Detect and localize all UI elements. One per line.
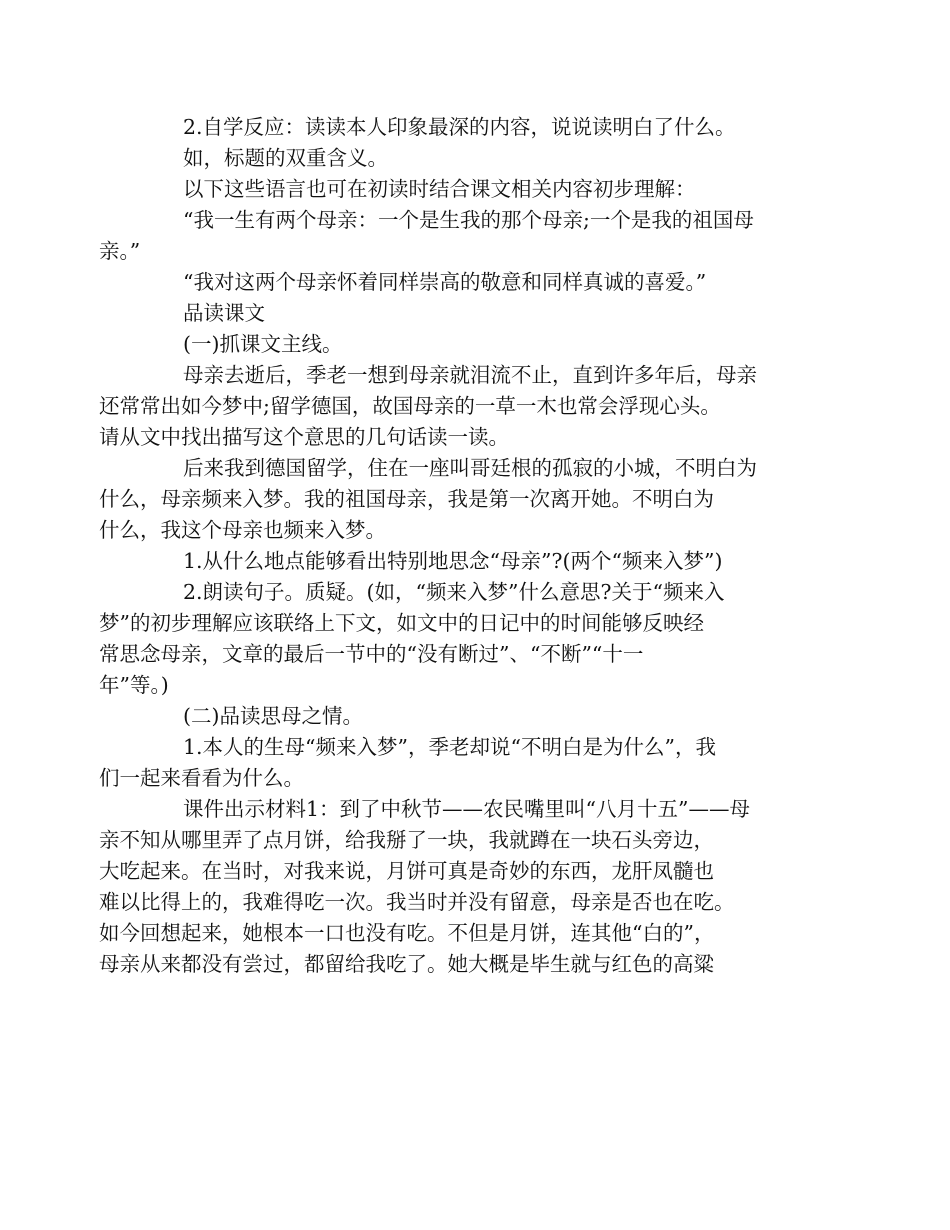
paragraph-line: (一)抓课文主线。 bbox=[183, 332, 343, 356]
paragraph-line: “我对这两个母亲怀着同样崇高的敬意和同样真诚的喜爱。” bbox=[183, 270, 707, 294]
document-paragraph bbox=[99, 577, 811, 701]
paragraph-line: 1.本人的生母“频来入梦”，季老却说“不明白是为什么”，我 bbox=[183, 735, 716, 759]
document-paragraph bbox=[141, 143, 811, 174]
paragraph-line: 1.从什么地点能够看出特别地思念“母亲”?(两个“频来入梦”) bbox=[183, 549, 723, 573]
paragraph-line: 难以比得上的，我难得吃一次。我当时并没有留意，母亲是否也在吃。 bbox=[99, 890, 735, 914]
document-paragraph bbox=[99, 453, 811, 546]
paragraph-line: 请从文中找出描写这个意思的几句话读一读。 bbox=[99, 425, 509, 449]
document-paragraph bbox=[141, 267, 811, 298]
paragraph-line: 2.自学反应：读读本人印象最深的内容，说说读明白了什么。 bbox=[183, 115, 736, 139]
document-paragraph bbox=[99, 360, 811, 453]
paragraph-line: 什么，我这个母亲也频来入梦。 bbox=[99, 518, 386, 542]
paragraph-line: 母亲从来都没有尝过，都留给我吃了。她大概是毕生就与红色的高粱 bbox=[99, 952, 714, 976]
document-paragraph bbox=[99, 732, 811, 794]
paragraph-line: (二)品读思母之情。 bbox=[183, 704, 363, 728]
paragraph-line: 如，标题的双重含义。 bbox=[183, 146, 388, 170]
document-paragraph bbox=[141, 701, 811, 732]
paragraph-line: 亲不知从哪里弄了点月饼，给我掰了一块，我就蹲在一块石头旁边， bbox=[99, 828, 714, 852]
document-paragraph bbox=[99, 794, 811, 980]
paragraph-line: 如今回想起来，她根本一口也没有吃。不但是月饼，连其他“白的”， bbox=[99, 921, 715, 945]
paragraph-line: 课件出示材料1：到了中秋节——农民嘴里叫“八月十五”——母 bbox=[183, 797, 751, 821]
paragraph-line: “我一生有两个母亲：一个是生我的那个母亲;一个是我的祖国母 bbox=[183, 208, 754, 232]
document-body bbox=[99, 112, 811, 980]
document-paragraph bbox=[141, 298, 811, 329]
paragraph-line: 后来我到德国留学，住在一座叫哥廷根的孤寂的小城，不明白为 bbox=[183, 456, 757, 480]
document-paragraph bbox=[141, 112, 811, 143]
paragraph-line: 什么，母亲频来入梦。我的祖国母亲，我是第一次离开她。不明白为 bbox=[99, 487, 714, 511]
paragraph-line: 母亲去逝后，季老一想到母亲就泪流不止，直到许多年后，母亲 bbox=[183, 363, 757, 387]
document-paragraph bbox=[141, 329, 811, 360]
document-paragraph bbox=[141, 174, 811, 205]
paragraph-line: 亲。” bbox=[99, 239, 141, 263]
document-paragraph bbox=[141, 546, 811, 577]
document-paragraph bbox=[99, 205, 811, 267]
paragraph-line: 2.朗读句子。质疑。(如，“频来入梦”什么意思?关于“频来入 bbox=[183, 580, 725, 604]
paragraph-line: 还常常出如今梦中;留学德国，故国母亲的一草一木也常会浮现心头。 bbox=[99, 394, 721, 418]
paragraph-line: 以下这些语言也可在初读时结合课文相关内容初步理解： bbox=[183, 177, 696, 201]
paragraph-line: 大吃起来。在当时，对我来说，月饼可真是奇妙的东西，龙肝凤髓也 bbox=[99, 859, 714, 883]
paragraph-line: 梦”的初步理解应该联络上下文，如文中的日记中的时间能够反映经 bbox=[99, 611, 704, 635]
paragraph-line: 常思念母亲，文章的最后一节中的“没有断过”、“不断”“十一 bbox=[99, 642, 644, 666]
paragraph-line: 们一起来看看为什么。 bbox=[99, 766, 304, 790]
paragraph-line: 年”等。) bbox=[99, 673, 169, 697]
paragraph-line: 品读课文 bbox=[183, 301, 265, 325]
